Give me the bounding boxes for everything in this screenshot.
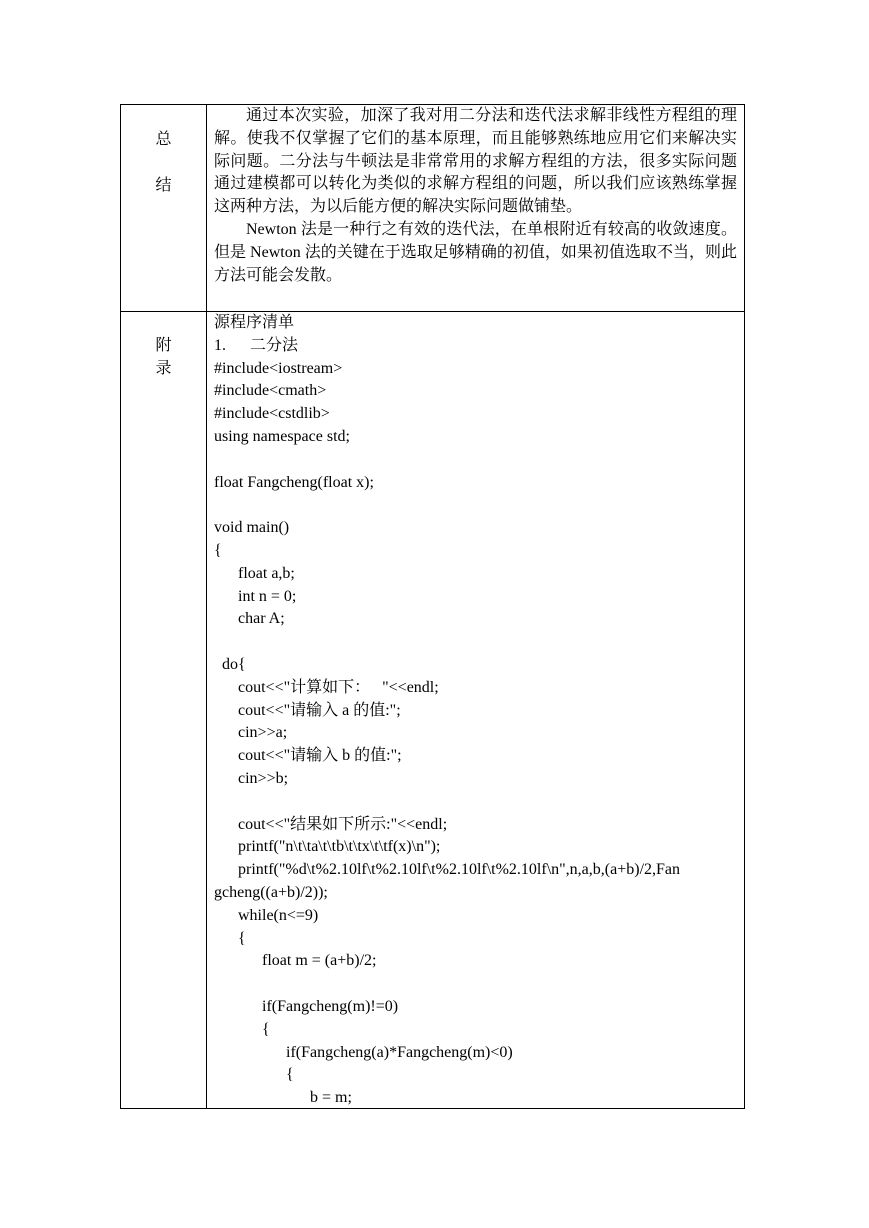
- code-line: cout<<"计算如下： "<<endl;: [214, 678, 439, 696]
- column-divider: [206, 312, 207, 1108]
- summary-paragraph-1: 通过本次实验，加深了我对用二分法和迭代法求解非线性方程组的理解。使我不仅掌握了它们的基本原理，而且能够熟练地应用它们来解决实际问题。二分法与牛顿法是非常常用的求解方程组的方法，很多实际问题通过建模都可以转化为类似的求解方程组的问题，所以我们应该熟练掌握这两种方法，为以后能方便的解决实际问题做铺垫。: [214, 107, 737, 216]
- code-line: cout<<"请输入 a 的值:";: [214, 701, 401, 719]
- code-line: gcheng((a+b)/2));: [214, 883, 328, 901]
- code-line: cout<<"结果如下所示:"<<endl;: [214, 815, 448, 833]
- code-line: [214, 449, 737, 472]
- code-line: #include<cstdlib>: [214, 405, 330, 423]
- code-line: {: [214, 929, 246, 947]
- code-line: [214, 631, 737, 654]
- column-divider: [206, 105, 207, 311]
- code-line: 1. 二分法: [214, 336, 299, 354]
- code-line: #include<iostream>: [214, 359, 343, 377]
- code-line: [214, 973, 737, 996]
- code-line: printf("n\t\ta\t\tb\t\tx\t\tf(x)\n");: [214, 838, 441, 856]
- code-line: float a,b;: [214, 564, 295, 582]
- code-line: {: [214, 541, 222, 559]
- summary-row: [121, 105, 744, 312]
- code-line: int n = 0;: [214, 587, 297, 605]
- appendix-label-char-1: 附: [155, 337, 172, 354]
- code-line: #include<cmath>: [214, 382, 327, 400]
- code-line: float Fangcheng(float x);: [214, 473, 374, 491]
- code-line: b = m;: [214, 1089, 352, 1107]
- code-line: char A;: [214, 610, 285, 628]
- code-line: while(n<=9): [214, 906, 319, 924]
- summary-content: [214, 105, 737, 287]
- code-line: float m = (a+b)/2;: [214, 952, 377, 970]
- code-line: cin>>a;: [214, 724, 288, 742]
- report-table: [120, 104, 745, 1109]
- code-line: void main(): [214, 519, 290, 537]
- code-line: printf("%d\t%2.10lf\t%2.10lf\t%2.10lf\t%2.10lf\n",n,a,b,(a+b)/2,Fan: [214, 861, 681, 879]
- code-line: if(Fangcheng(m)!=0): [214, 997, 399, 1015]
- code-line: using namespace std;: [214, 427, 350, 445]
- code-line: do{: [214, 655, 246, 673]
- code-line: 源程序清单: [214, 314, 295, 331]
- code-line: [214, 494, 737, 517]
- summary-label-char-2: 结: [155, 177, 172, 194]
- code-line: if(Fangcheng(a)*Fangcheng(m)<0): [214, 1043, 513, 1061]
- appendix-row: [121, 312, 744, 1108]
- code-line: cout<<"请输入 b 的值:";: [214, 747, 402, 765]
- code-line: {: [214, 1066, 294, 1084]
- code-line: {: [214, 1020, 270, 1038]
- appendix-code-listing: [214, 312, 737, 1110]
- code-line: [214, 791, 737, 814]
- summary-label-char-1: 总: [155, 131, 172, 148]
- appendix-label-char-2: 录: [155, 360, 172, 377]
- code-line: cin>>b;: [214, 769, 289, 787]
- summary-paragraph-2: Newton 法是一种行之有效的迭代法，在单根附近有较高的收敛速度。但是 Newton 法的关键在于选取足够精确的初值，如果初值选取不当，则此方法可能会发散。: [214, 220, 737, 284]
